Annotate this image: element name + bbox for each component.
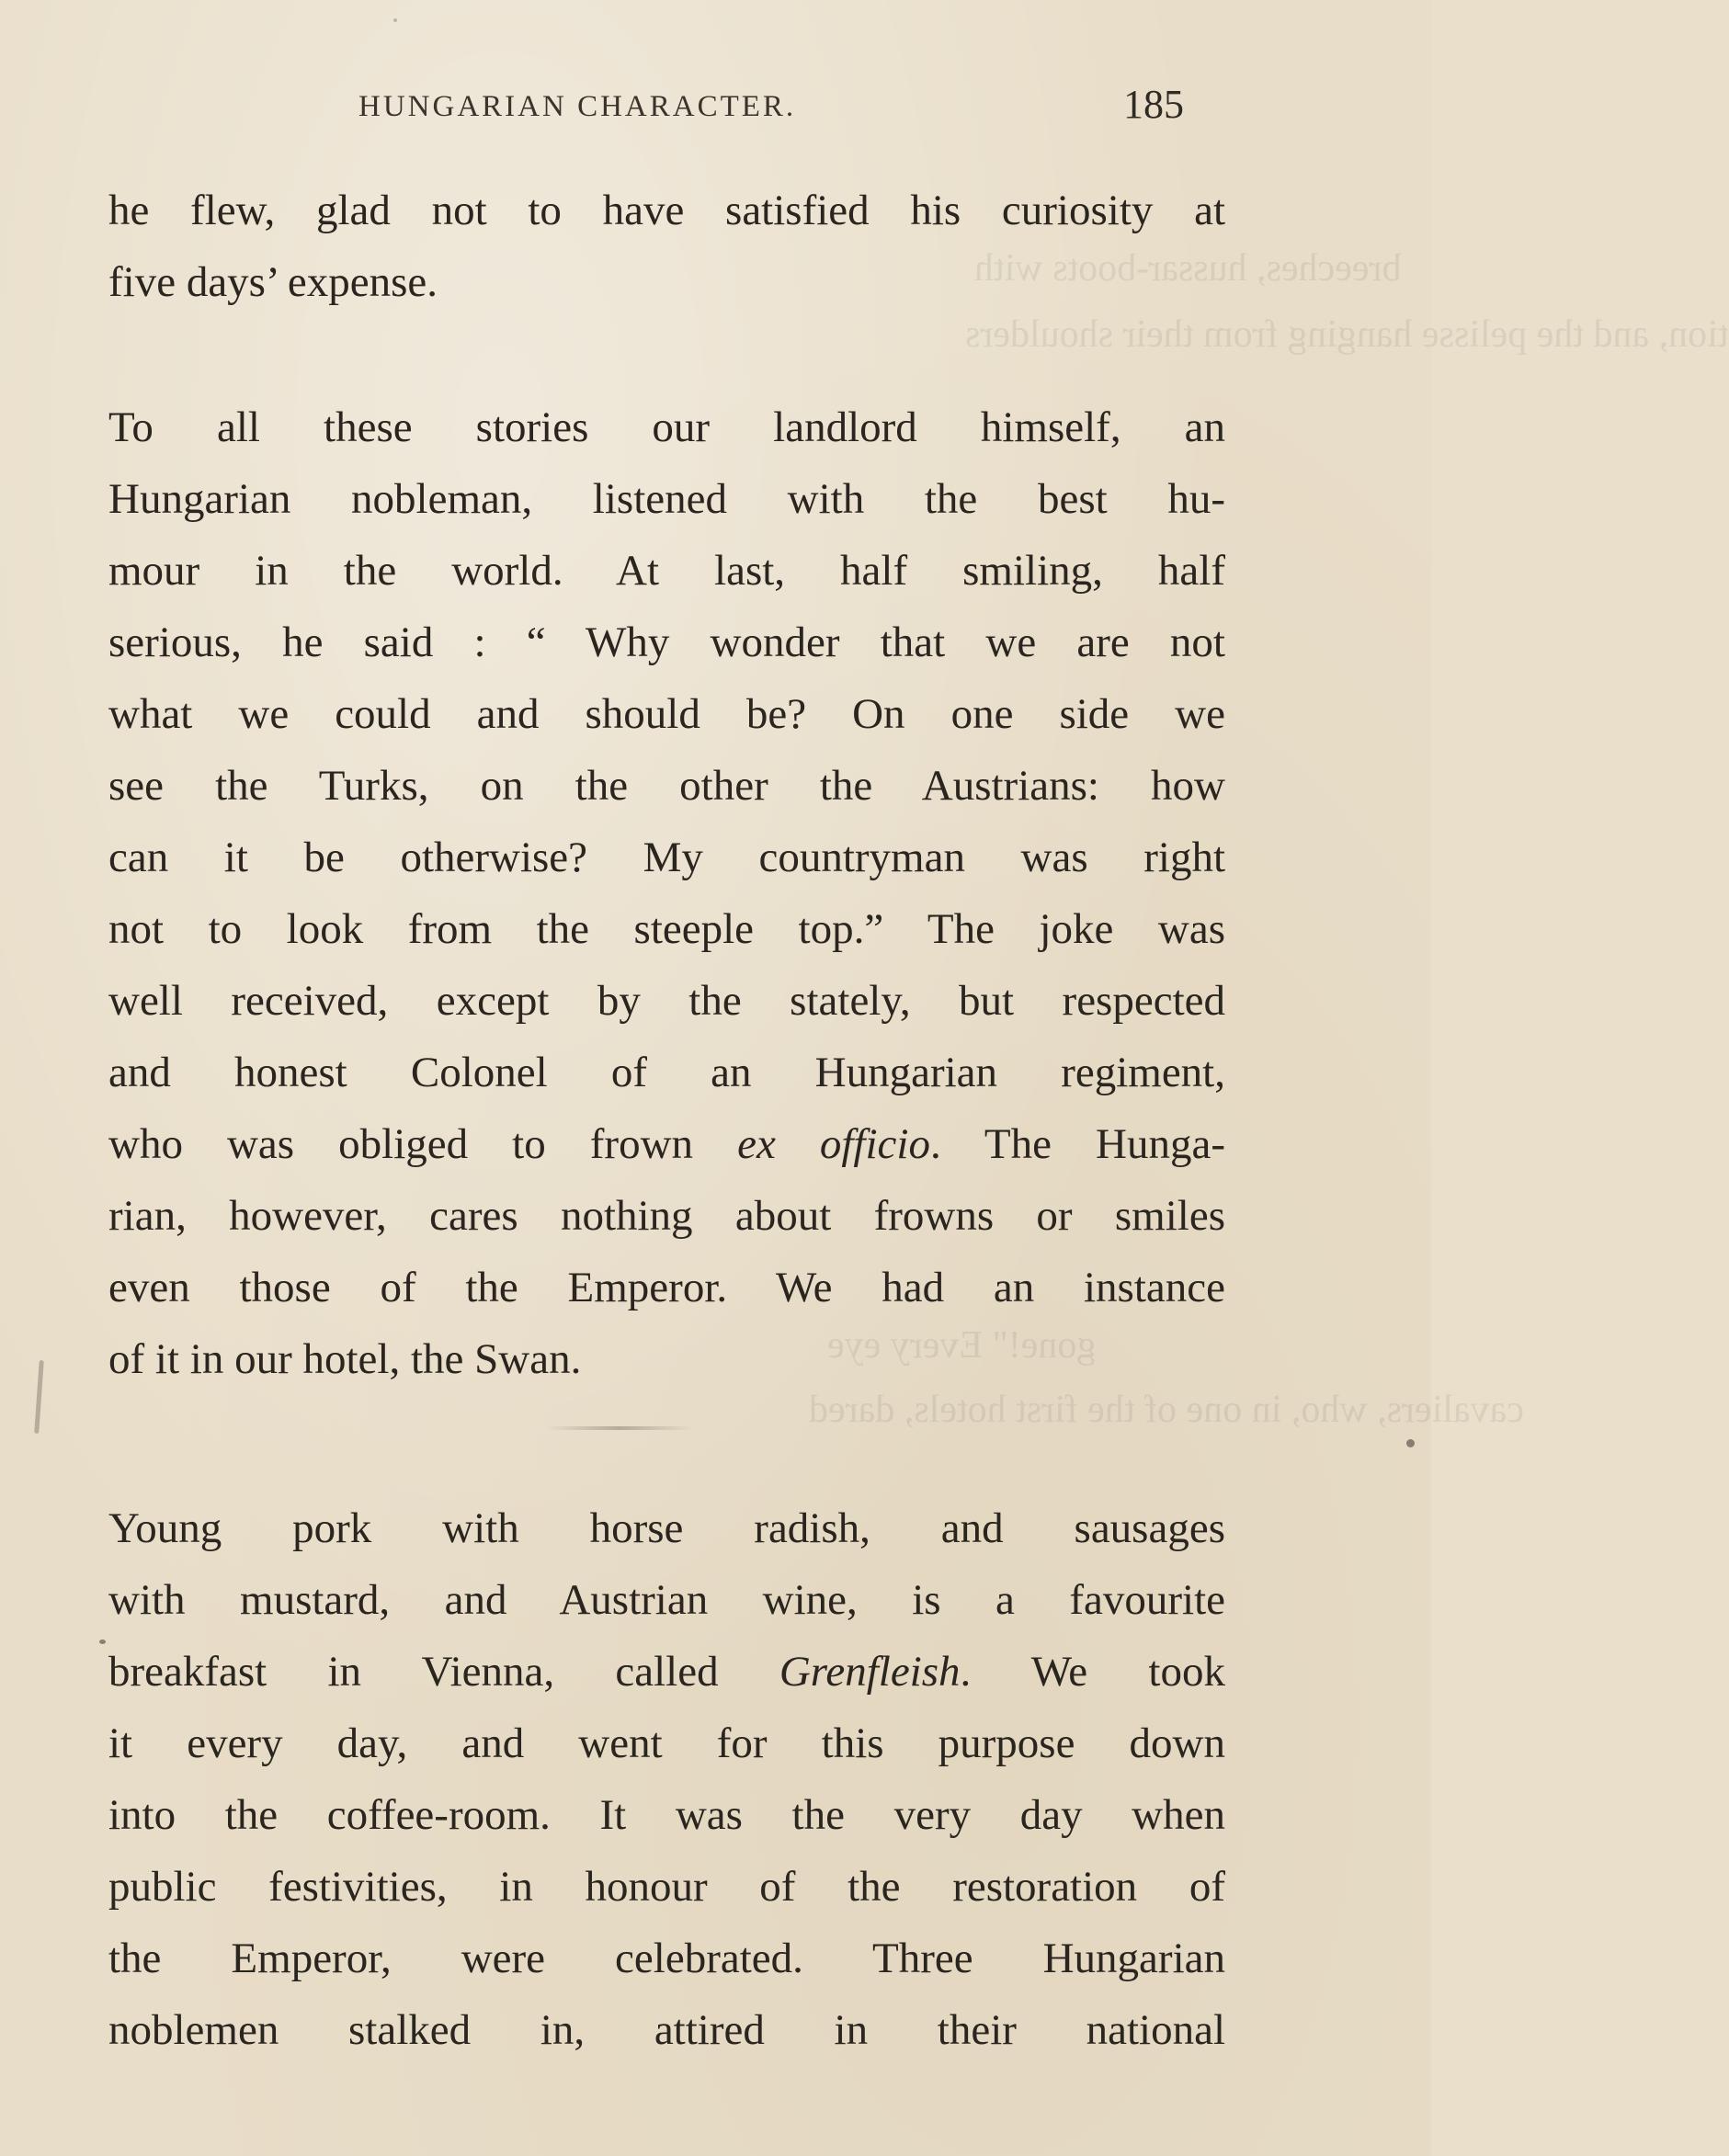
ink-speck: [1406, 1439, 1415, 1447]
paragraph: [108, 1492, 1225, 2066]
text-line: can it be otherwise? My countryman was right: [108, 834, 1225, 881]
bleed-through-text: breeches, hussar-boots with: [974, 247, 1402, 289]
text-line: five days’ expense.: [108, 258, 438, 306]
text-line: and honest Colonel of an Hungarian regiment,: [108, 1049, 1225, 1096]
text-line: public festivities, in honour of the restoration of: [108, 1863, 1225, 1911]
separator-space: [108, 1395, 1225, 1426]
text-line: the Emperor, were celebrated. Three Hungarian: [108, 1935, 1225, 1982]
bleed-through-text: tion, and the pelisse hanging from their shoulders: [965, 313, 1729, 356]
text-line: mour in the world. At last, half smiling, half: [108, 547, 1225, 595]
paragraph: [108, 391, 1225, 1395]
text-line: who was obliged to frown ex officio. The Hunga-: [108, 1120, 1225, 1168]
bleed-through-text: gone!" Every eye: [827, 1324, 1097, 1367]
running-head: HUNGARIAN CHARACTER.: [358, 90, 797, 123]
page-edge-mark: [34, 1360, 44, 1434]
text-line: To all these stories our landlord himself, an: [108, 403, 1225, 451]
ink-speck: [393, 18, 397, 22]
page-header: [0, 81, 1431, 136]
text-line: noblemen stalked in, attired in their national: [108, 2006, 1225, 2054]
paragraph: [108, 175, 1225, 318]
text-line: it every day, and went for this purpose down: [108, 1719, 1225, 1767]
page-number: 185: [1123, 82, 1184, 127]
paragraph-gap: [108, 318, 1225, 391]
italic-term: ex officio: [737, 1120, 930, 1168]
text-line: he flew, glad not to have satisfied his curiosity at: [108, 187, 1225, 234]
text-line: with mustard, and Austrian wine, is a favourite: [108, 1576, 1225, 1624]
body-text: [108, 175, 1225, 2066]
text-line: of it in our hotel, the Swan.: [108, 1335, 582, 1383]
italic-term: Grenfleish: [779, 1648, 961, 1696]
ink-speck: [99, 1640, 106, 1644]
text-line: what we could and should be? On one side we: [108, 690, 1225, 738]
text-line: into the coffee-room. It was the very day when: [108, 1791, 1225, 1839]
text-line: serious, he said : “ Why wonder that we are not: [108, 618, 1225, 666]
text-line: even those of the Emperor. We had an instance: [108, 1264, 1225, 1311]
text-line: not to look from the steeple top.” The joke was: [108, 905, 1225, 953]
bleed-through-text: cavaliers, who, in one of the first hotels, dared: [809, 1389, 1524, 1431]
text-line: breakfast in Vienna, called Grenfleish. We took: [108, 1648, 1225, 1696]
text-line: Young pork with horse radish, and sausages: [108, 1504, 1225, 1552]
paragraph-gap: [108, 1430, 1225, 1492]
text-line: rian, however, cares nothing about frowns or smiles: [108, 1192, 1225, 1240]
text-line: well received, except by the stately, but respected: [108, 977, 1225, 1025]
text-line: Hungarian nobleman, listened with the best hu-: [108, 475, 1225, 523]
text-line: see the Turks, on the other the Austrians: how: [108, 762, 1225, 810]
